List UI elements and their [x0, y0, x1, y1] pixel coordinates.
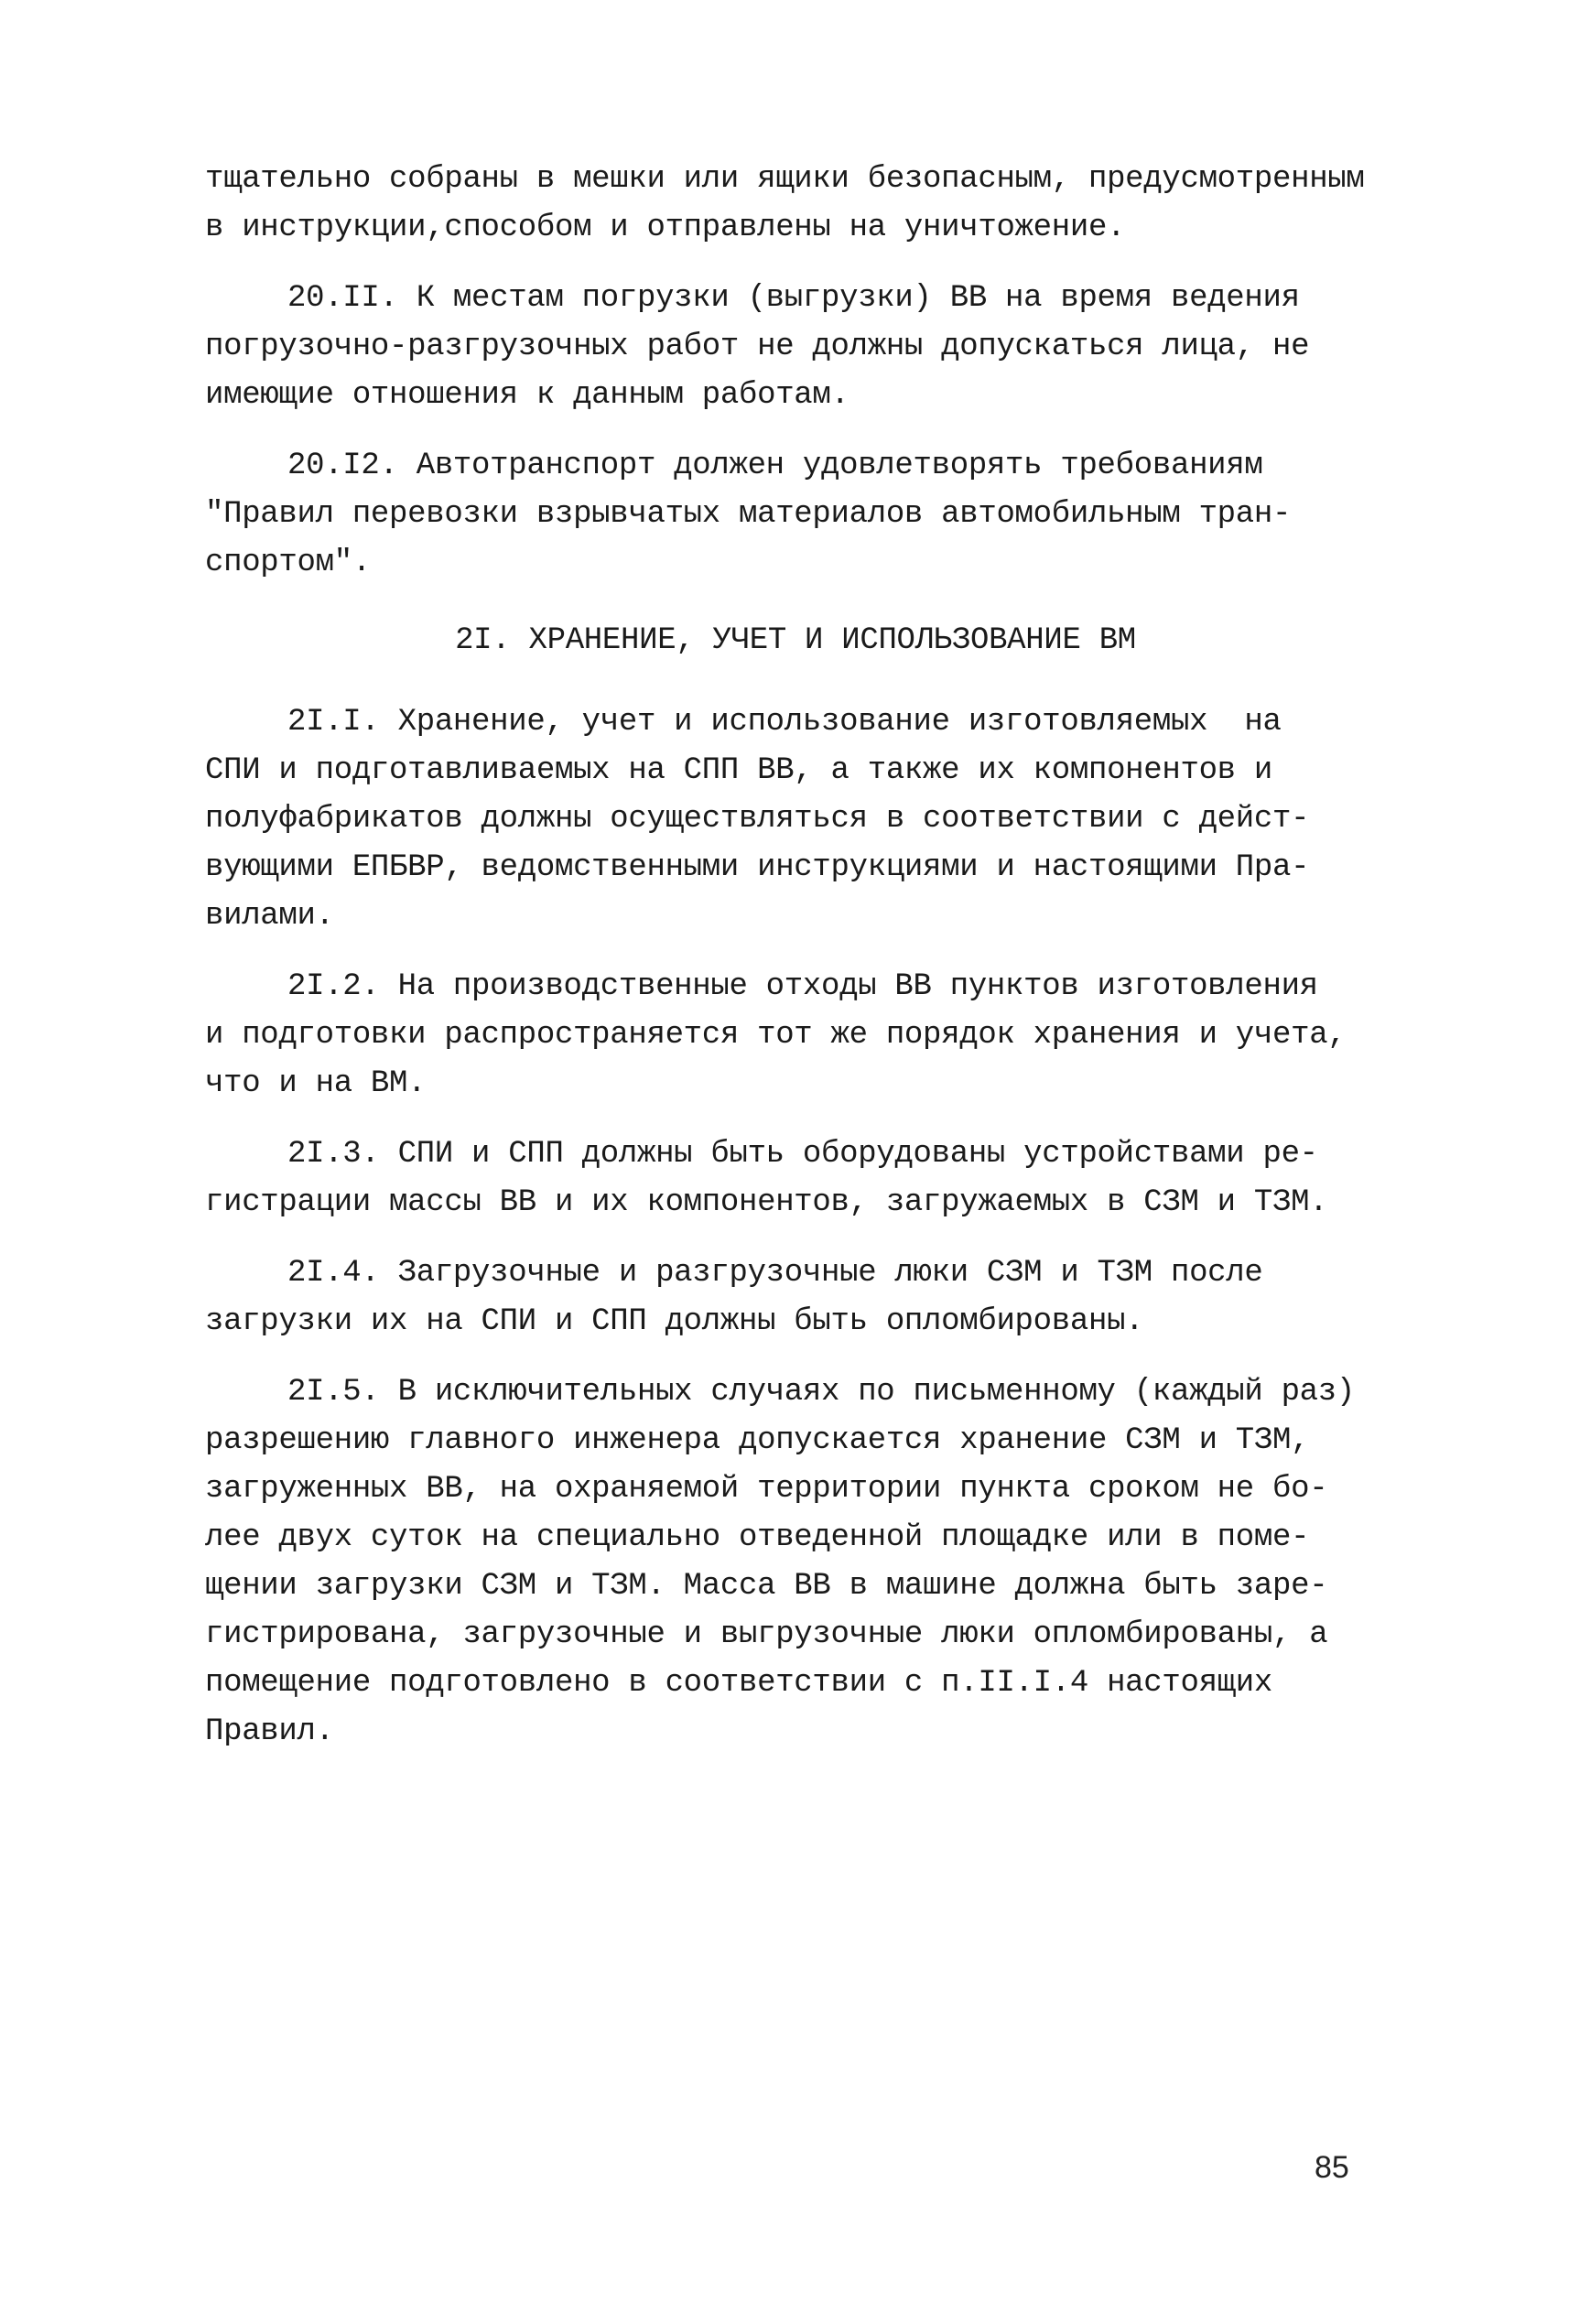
text-line: тщательно собраны в мешки или ящики безопасным, предусмотренным — [205, 162, 1365, 197]
text-line: щении загрузки СЗМ и ТЗМ. Масса ВВ в машине должна быть заре- — [205, 1569, 1328, 1604]
text-line: в инструкции,способом и отправлены на уничтожение. — [205, 211, 1126, 245]
document-body — [205, 156, 1386, 1778]
text-line: гистрации массы ВВ и их компонентов, загружаемых в СЗМ и ТЗМ. — [205, 1185, 1328, 1220]
paragraph-20-12 — [205, 442, 1386, 588]
text-line: загруженных ВВ, на охраняемой территории пункта сроком не бо- — [205, 1472, 1328, 1507]
text-line: 20.II. К местам погрузки (выгрузки) ВВ на время ведения — [287, 281, 1300, 316]
text-line: 2I.I. Хранение, учет и использование изготовляемых на — [287, 705, 1282, 740]
text-line: 2I.3. СПИ и СПП должны быть оборудованы устройствами ре- — [287, 1137, 1318, 1172]
text-line: 2I.2. На производственные отходы ВВ пунктов изготовления — [287, 969, 1318, 1004]
text-line: Правил. — [205, 1714, 334, 1749]
paragraph-21-5 — [205, 1368, 1386, 1757]
paragraph-21-1 — [205, 698, 1386, 941]
paragraph-21-4 — [205, 1249, 1386, 1346]
text-line: погрузочно-разгрузочных работ не должны допускаться лица, не — [205, 330, 1310, 364]
section-heading: 2I. ХРАНЕНИЕ, УЧЕТ И ИСПОЛЬЗОВАНИЕ ВМ — [455, 623, 1136, 658]
text-line: 2I.4. Загрузочные и разгрузочные люки СЗМ и ТЗМ после — [287, 1256, 1263, 1291]
text-line: лее двух суток на специально отведенной площадке или в поме- — [205, 1520, 1310, 1555]
text-line: имеющие отношения к данным работам. — [205, 378, 849, 413]
paragraph-20-11 — [205, 275, 1386, 420]
paragraph-21-2 — [205, 963, 1386, 1108]
text-line: что и на ВМ. — [205, 1066, 427, 1101]
text-line: вующими ЕПБВР, ведомственными инструкциями и настоящими Пра- — [205, 850, 1310, 885]
text-line: вилами. — [205, 899, 334, 934]
text-line: гистрирована, загрузочные и выгрузочные люки опломбированы, а — [205, 1617, 1328, 1652]
text-line: разрешению главного инженера допускается хранение СЗМ и ТЗМ, — [205, 1423, 1310, 1458]
text-line: СПИ и подготавливаемых на СПП ВВ, а также их компонентов и — [205, 753, 1272, 788]
text-line: и подготовки распространяется тот же порядок хранения и учета, — [205, 1018, 1347, 1053]
paragraph-21-3 — [205, 1130, 1386, 1227]
text-line: "Правил перевозки взрывчатых материалов автомобильным тран- — [205, 497, 1292, 532]
paragraph-intro — [205, 156, 1386, 253]
page-number: 85 — [1315, 2150, 1349, 2185]
text-line: 20.I2. Автотранспорт должен удовлетворять требованиям — [287, 449, 1263, 483]
text-line: полуфабрикатов должны осуществляться в соответствии с дейст- — [205, 802, 1310, 837]
text-line: спортом". — [205, 546, 371, 580]
text-line: 2I.5. В исключительных случаях по письменному (каждый раз) — [287, 1375, 1355, 1410]
text-line: загрузки их на СПИ и СПП должны быть опломбированы. — [205, 1304, 1144, 1339]
text-line: помещение подготовлено в соответствии с п.II.I.4 настоящих — [205, 1666, 1272, 1701]
